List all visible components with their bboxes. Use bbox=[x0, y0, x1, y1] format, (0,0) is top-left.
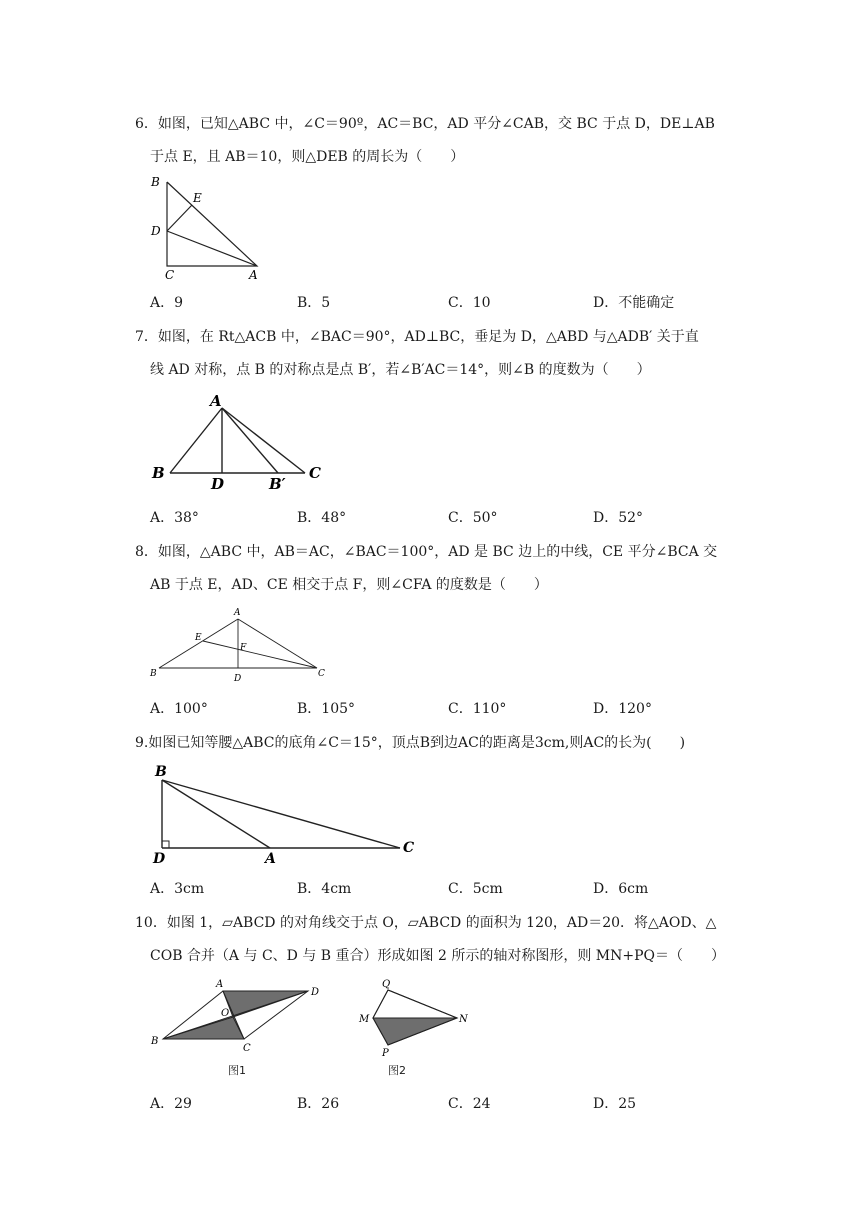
q10-fig2-label-n: N bbox=[459, 1014, 468, 1025]
q9-option-d: D．6cm bbox=[593, 881, 649, 897]
q8-option-c: C．110° bbox=[448, 701, 507, 717]
q10-text-line2: COB 合并（A 与 C、D 与 B 重合）形成如图 2 所示的轴对称图形，则 MN+PQ＝（ ） bbox=[150, 948, 725, 964]
q7-label-bprime: B′ bbox=[269, 475, 286, 490]
q10-option-d: D．25 bbox=[593, 1096, 637, 1112]
q6-option-d: D．不能确定 bbox=[593, 295, 675, 311]
q9-label-a: A bbox=[265, 851, 276, 867]
q7-label-a: A bbox=[210, 392, 222, 410]
q6-option-a: A．9 bbox=[150, 295, 184, 311]
q6-option-c: C．10 bbox=[448, 295, 491, 311]
q9-option-a: A．3cm bbox=[150, 881, 205, 897]
q10-figure-2 bbox=[350, 975, 480, 1060]
q10-fig1-label-o: O bbox=[221, 1008, 230, 1019]
q10-fig1-label-b: B bbox=[151, 1036, 159, 1047]
q8-label-b: B bbox=[150, 669, 157, 679]
q8-option-d: D．120° bbox=[593, 701, 652, 717]
q8-text-line1: 8．如图，△ABC 中，AB＝AC，∠BAC＝100°，AD 是 BC 边上的中线，CE 平分∠BCA 交 bbox=[135, 544, 718, 560]
q8-option-b: B．105° bbox=[297, 701, 356, 717]
q10-text-line1: 10．如图 1，▱ABCD 的对角线交于点 O，▱ABCD 的面积为 120，AD＝20．将△AOD、△ bbox=[135, 915, 717, 931]
q7-option-c: C．50° bbox=[448, 510, 498, 526]
q10-option-b: B．26 bbox=[297, 1096, 340, 1112]
q10-fig1-label-d: D bbox=[311, 987, 320, 998]
q10-fig2-label-p: P bbox=[382, 1048, 389, 1059]
q10-fig2-label-q: Q bbox=[382, 979, 391, 990]
q9-label-b: B bbox=[155, 764, 167, 780]
q8-label-c: C bbox=[318, 669, 325, 679]
q6-label-e: E bbox=[193, 191, 202, 205]
q8-label-d: D bbox=[234, 674, 242, 684]
q9-text-line1: 9.如图已知等腰△ABC的底角∠C＝15°，顶点B到边AC的距离是3cm,则AC的长为( ) bbox=[135, 735, 686, 751]
q7-figure bbox=[145, 390, 335, 490]
q10-caption-1: 图1 bbox=[228, 1064, 246, 1077]
q9-label-d: D bbox=[153, 851, 166, 867]
q10-option-c: C．24 bbox=[448, 1096, 491, 1112]
q8-option-a: A．100° bbox=[150, 701, 208, 717]
q6-label-c: C bbox=[165, 268, 175, 282]
q8-label-a: A bbox=[234, 608, 241, 618]
q7-option-b: B．48° bbox=[297, 510, 347, 526]
q10-fig2-label-m: M bbox=[359, 1014, 370, 1025]
q10-caption-2: 图2 bbox=[388, 1064, 406, 1077]
q7-option-a: A．38° bbox=[150, 510, 199, 526]
q9-figure bbox=[145, 762, 425, 867]
q9-option-b: B．4cm bbox=[297, 881, 352, 897]
q10-figure-1 bbox=[145, 975, 330, 1055]
q6-label-d: D bbox=[151, 224, 161, 238]
q7-label-c: C bbox=[309, 464, 321, 482]
q6-text-line2: 于点 E，且 AB＝10，则△DEB 的周长为（ ） bbox=[150, 149, 465, 165]
q9-label-c: C bbox=[403, 840, 415, 856]
q7-label-b: B bbox=[152, 464, 165, 482]
q6-option-b: B．5 bbox=[297, 295, 331, 311]
q9-option-c: C．5cm bbox=[448, 881, 503, 897]
q7-text-line2: 线 AD 对称，点 B 的对称点是点 B′，若∠B′AC＝14°，则∠B 的度数为（ ） bbox=[150, 362, 651, 378]
q6-label-a: A bbox=[249, 268, 258, 282]
q10-option-a: A．29 bbox=[150, 1096, 192, 1112]
q7-text-line1: 7．如图，在 Rt△ACB 中，∠BAC＝90°，AD⊥BC，垂足为 D，△ABD 与△ADB′ 关于直 bbox=[135, 329, 699, 345]
q8-label-f: F bbox=[240, 643, 247, 653]
q8-text-line2: AB 于点 E，AD、CE 相交于点 F，则∠CFA 的度数是（ ） bbox=[150, 577, 548, 593]
q10-fig1-label-a: A bbox=[216, 979, 224, 990]
q7-option-d: D．52° bbox=[593, 510, 644, 526]
q8-figure bbox=[145, 605, 335, 685]
q10-fig1-label-c: C bbox=[243, 1043, 251, 1054]
q8-label-e: E bbox=[195, 633, 202, 643]
q7-label-d: D bbox=[211, 475, 225, 490]
q6-figure bbox=[145, 172, 275, 282]
q6-label-b: B bbox=[151, 175, 160, 189]
q6-text-line1: 6．如图，已知△ABC 中，∠C＝90º，AC＝BC，AD 平分∠CAB，交 BC 于点 D，DE⊥AB bbox=[135, 116, 715, 132]
